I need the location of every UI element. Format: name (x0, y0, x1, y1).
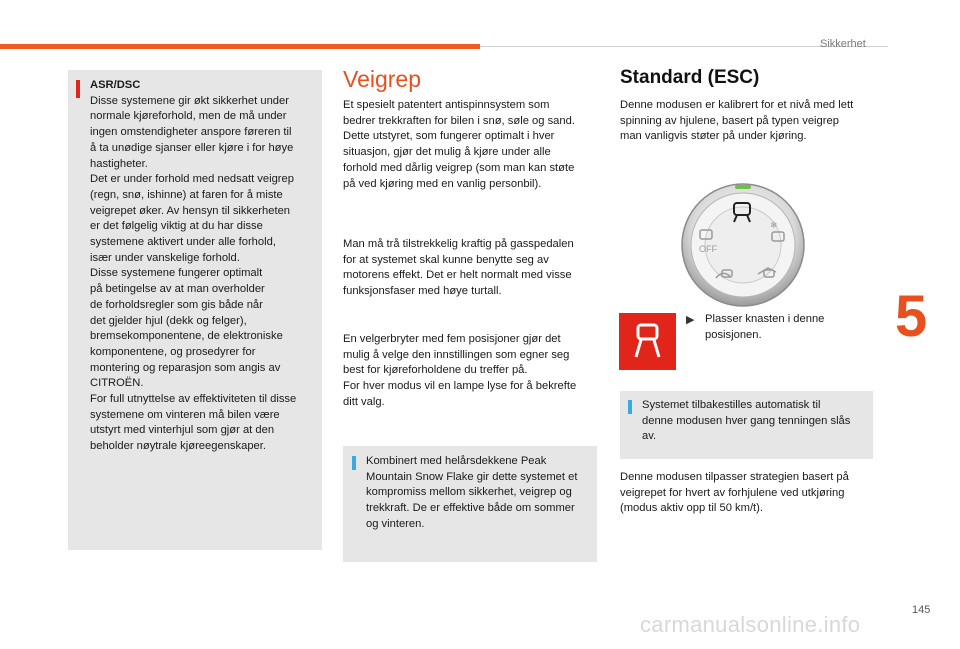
info-text-standard: Systemet tilbakestilles automatisk til denne modusen hver gang tenningen slås av. (642, 399, 851, 443)
exclamation-icon (76, 80, 80, 98)
info-icon (628, 400, 632, 414)
section-title-standard: Standard (ESC) (620, 67, 760, 88)
instruction-text: Plasser knasten i denne posisjonen. (705, 313, 825, 341)
esc-standard-mode-icon (619, 313, 676, 370)
traction-selector-knob-icon (680, 182, 806, 308)
page-number: 145 (912, 604, 931, 616)
arrow-bullet-icon: ▶ (686, 314, 695, 326)
warning-body: Disse systemene gir økt sikkerhet under normale kjøreforhold, men de må under ingen omstendigheter anspore føreren til å ta unødige sjanser eller kjøre i for høye hastigheter. Det er under forhold med nedsatt veigrep (regn, snø, ishinne) at faren for å miste veigrepet øker. Av hensyn til sikkerheten er det følgelig viktig at du har disse systemene aktivert under alle forhold, især under vanskelige forhold. Disse systemene fungerer optimalt på betingelse av at man overholder de forholdsregler som gis både når det gjelder hjul (dekk og felger), bremsekomponentene, de elektroniske komponentene, og prosedyrer for montering og reparasjon som angis av CITROËN. For full utnyttelse av effektiviteten til disse systemene om vinteren må bilen være utstyrt med vinterhjul som gjør at den beholder nøytrale kjøreegenskaper. (90, 94, 297, 453)
info-icon (352, 456, 356, 470)
section-title-veigrep: Veigrep (343, 66, 422, 92)
warning-title: ASR/DSC (90, 79, 141, 91)
veigrep-paragraph-2: Man må trå tilstrekkelig kraftig på gasspedalen for at systemet skal kunne benytte seg av motorens effekt. Det er helt normalt med visse funksjonsfaser med høye turtall. (343, 238, 574, 298)
warning-text (90, 78, 318, 455)
standard-paragraph-1: Denne modusen er kalibrert for et nivå med lett spinning av hjulene, basert på typen veigrep man vanligvis støter på under kjøring. (620, 99, 854, 143)
svg-text:❄: ❄ (770, 221, 778, 231)
section-label: Sikkerhet (820, 38, 866, 50)
info-text-veigrep: Kombinert med helårsdekkene Peak Mountain Snow Flake gir dette systemet et kompromiss mellom sikkerhet, veigrep og trekkraft. De er effektive både om sommer og vinteren. (366, 455, 578, 530)
watermark: carmanualsonline.info (640, 612, 861, 637)
header-accent-rule (0, 44, 480, 49)
veigrep-paragraph-3: En velgerbryter med fem posisjoner gjør det mulig å velge den innstillingen som egner seg best for kjøreforholdene du treffer på. For hver modus vil en lampe lyse for å bekrefte ditt valg. (343, 333, 577, 408)
chapter-number: 5 (895, 284, 928, 349)
knob-off-label: OFF (699, 244, 717, 254)
standard-paragraph-2: Denne modusen tilpasser strategien basert på veigrepet for hvert av forhjulene ved utkjøring (modus aktiv opp til 50 km/t). (620, 471, 849, 515)
veigrep-paragraph-1: Et spesielt patentert antispinnsystem som bedrer trekkraften for bilen i snø, søle og sand. Dette utstyret, som fungerer optimalt i hver situasjon, gjør det mulig å kjøre under alle forhold med dårlig veigrep (som man kan støte på ved kjøring med en vanlig personbil). (343, 99, 575, 190)
